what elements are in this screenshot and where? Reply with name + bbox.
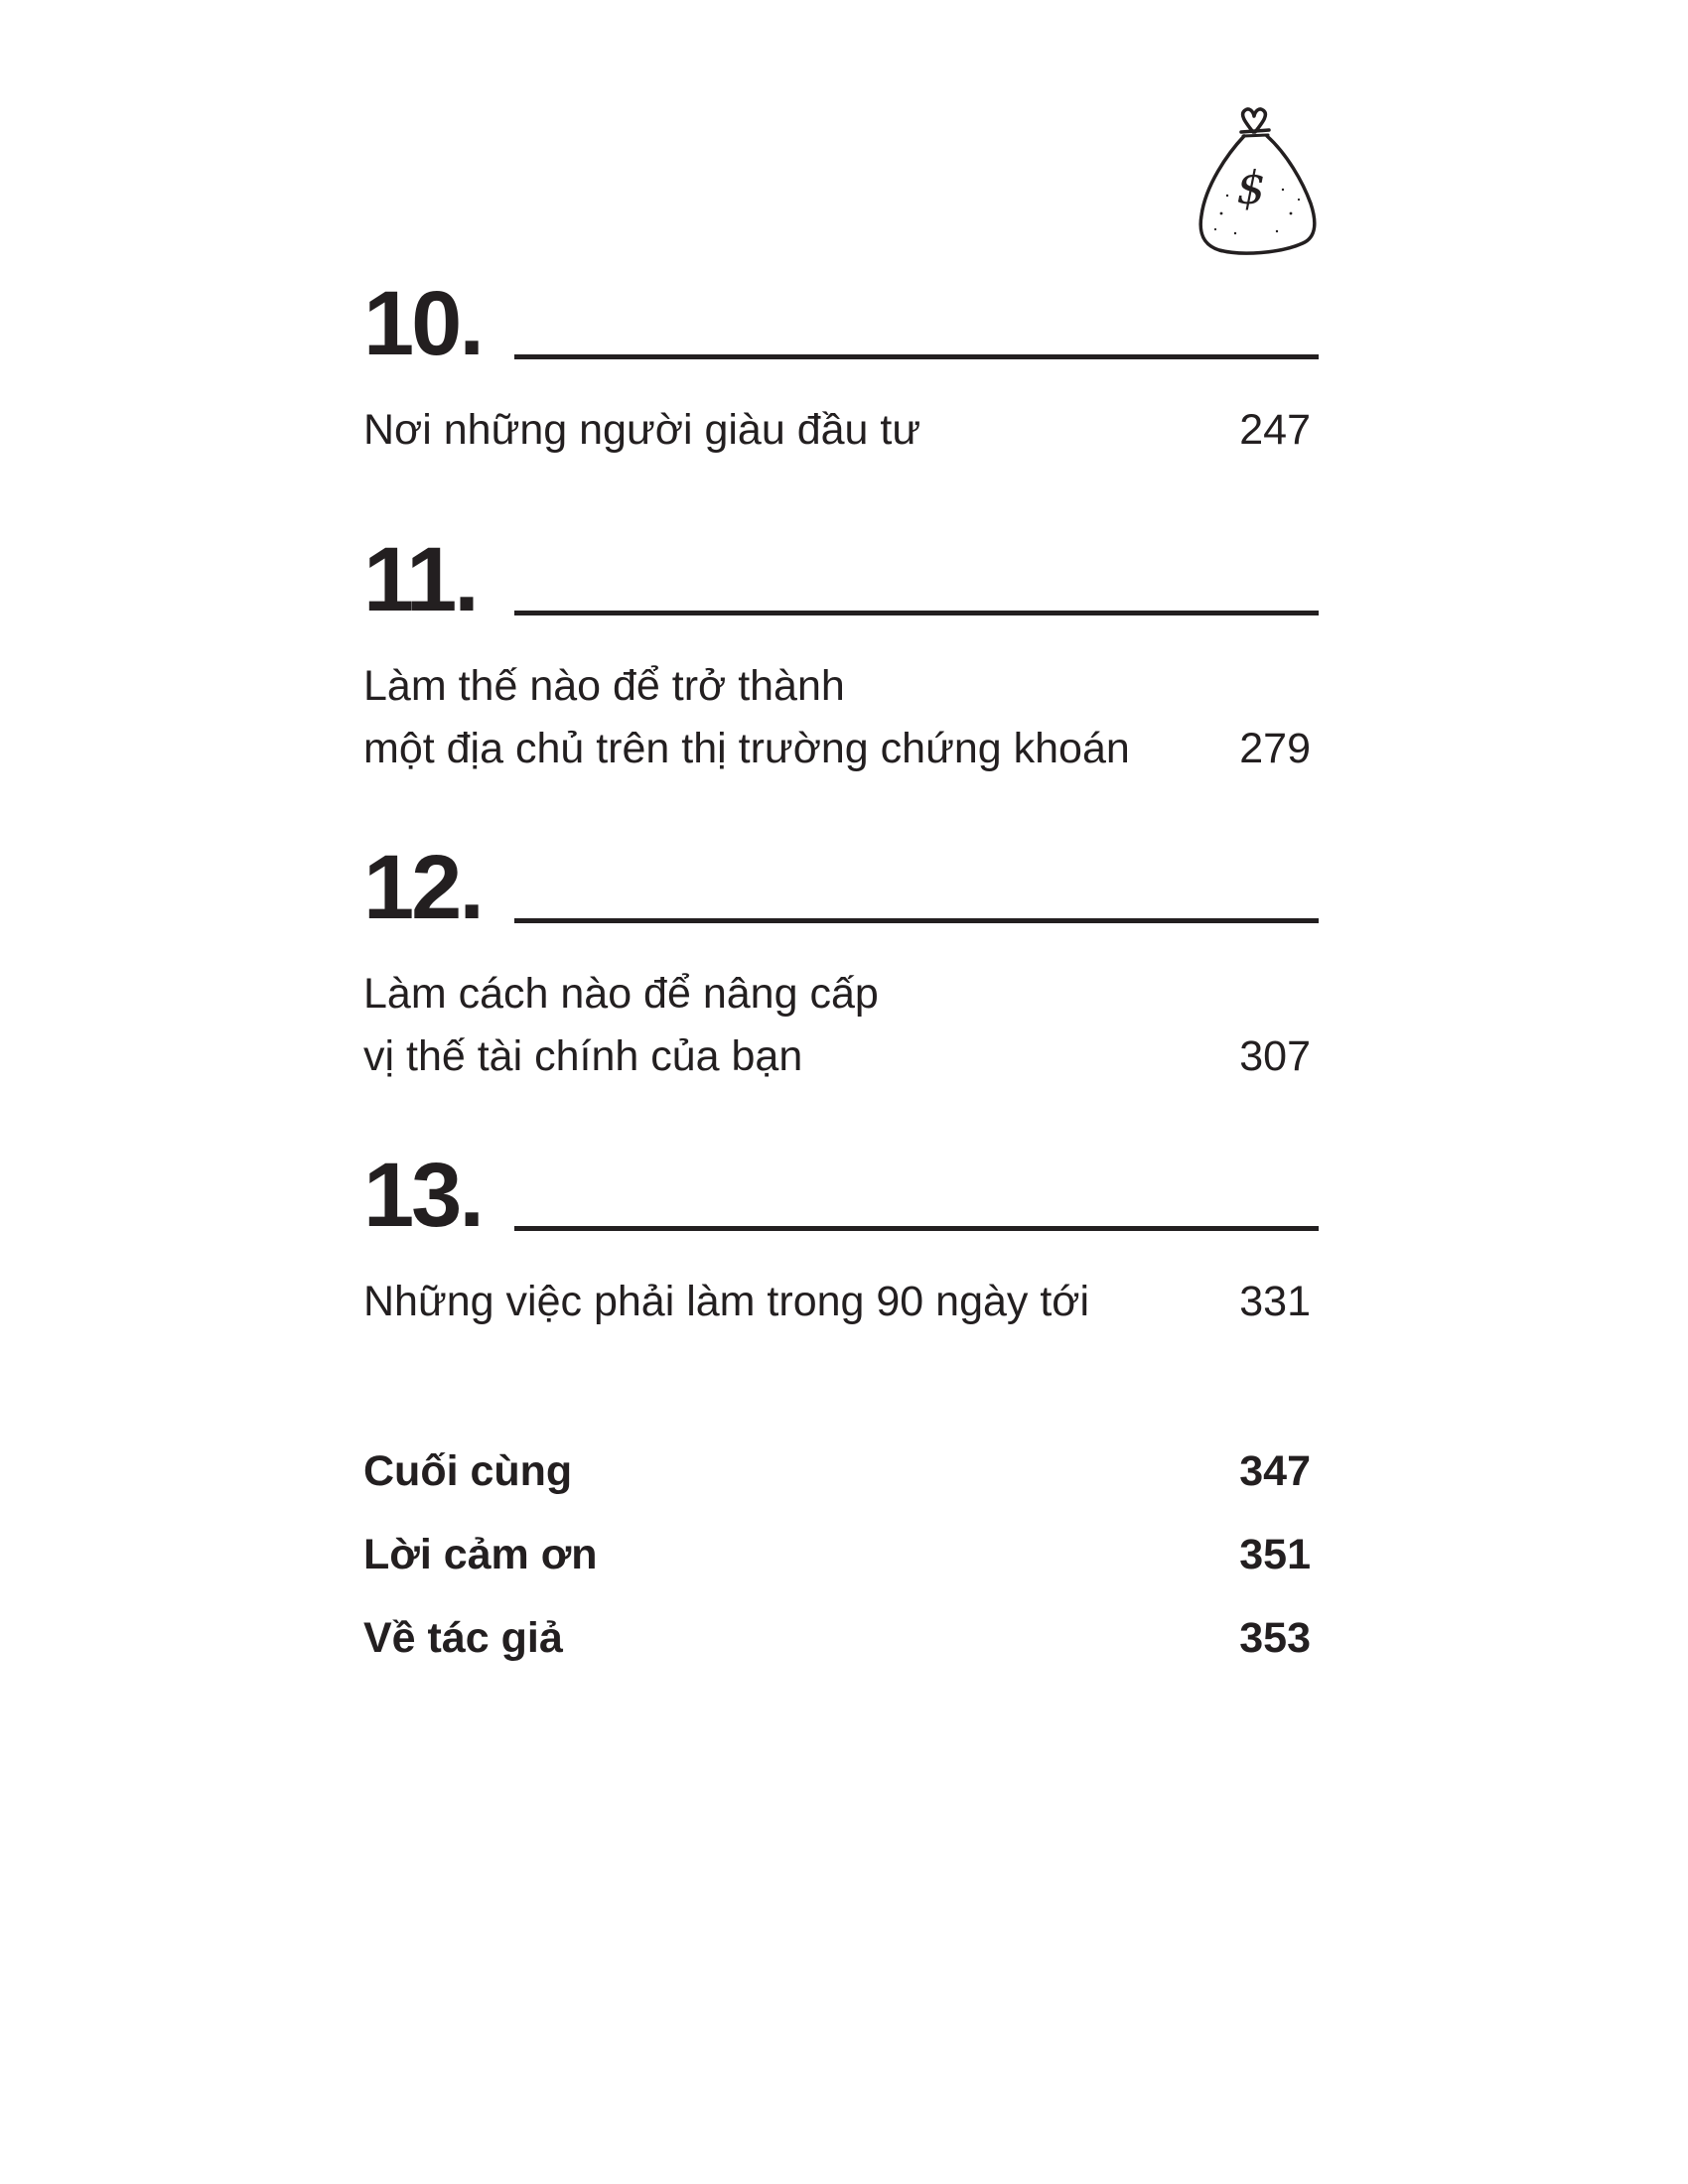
chapter-title-line: Nơi những người giàu đầu tư <box>363 406 921 454</box>
chapter-rule <box>514 354 1319 359</box>
toc-chapter-12[interactable] <box>363 834 1319 1088</box>
toc-item-conclusion[interactable] <box>363 1430 1311 1513</box>
chapter-entry <box>363 655 1319 780</box>
chapter-heading <box>363 526 1319 630</box>
toc-item-page-number: 353 <box>1239 1614 1311 1662</box>
toc-chapter-11[interactable] <box>363 526 1319 780</box>
chapter-heading <box>363 270 1319 374</box>
chapter-title-line: một địa chủ trên thị trường chứng khoán <box>363 725 1130 772</box>
toc-item-page-number: 351 <box>1239 1531 1311 1578</box>
chapter-page-number: 247 <box>1239 406 1311 454</box>
chapter-rule <box>514 1226 1319 1231</box>
toc-item-title: Về tác giả <box>363 1614 563 1662</box>
chapter-title-line: Những việc phải làm trong 90 ngày tới <box>363 1278 1090 1325</box>
chapter-title-line: vị thế tài chính của bạn <box>363 1032 803 1080</box>
chapter-entry <box>363 399 1319 462</box>
chapter-heading <box>363 1142 1319 1246</box>
chapter-entry <box>363 963 1319 1088</box>
toc-item-title: Cuối cùng <box>363 1447 573 1495</box>
chapter-rule <box>514 611 1319 615</box>
toc-chapter-13[interactable] <box>363 1142 1319 1333</box>
chapter-number: 10. <box>363 273 482 374</box>
chapter-number: 12. <box>363 837 482 938</box>
toc-item-title: Lời cảm ơn <box>363 1531 598 1578</box>
chapter-title-line: Làm cách nào để nâng cấp <box>363 970 879 1018</box>
chapter-title-line: Làm thế nào để trở thành <box>363 662 845 710</box>
chapter-number: 13. <box>363 1145 482 1246</box>
chapter-entry <box>363 1271 1319 1333</box>
chapter-page-number: 331 <box>1239 1278 1311 1325</box>
toc-item-page-number: 347 <box>1239 1447 1311 1495</box>
toc-chapter-10[interactable] <box>363 270 1319 462</box>
chapter-page-number: 307 <box>1239 1032 1311 1080</box>
chapter-number: 11. <box>363 529 477 630</box>
money-bag-icon <box>1192 104 1321 263</box>
toc-item-acknowledgements[interactable] <box>363 1513 1311 1596</box>
chapter-rule <box>514 918 1319 923</box>
chapter-page-number: 279 <box>1239 725 1311 772</box>
svg-text:$: $ <box>1236 161 1266 214</box>
toc-item-about-author[interactable] <box>363 1596 1311 1680</box>
back-matter-list <box>363 1430 1311 1680</box>
chapter-heading <box>363 834 1319 938</box>
